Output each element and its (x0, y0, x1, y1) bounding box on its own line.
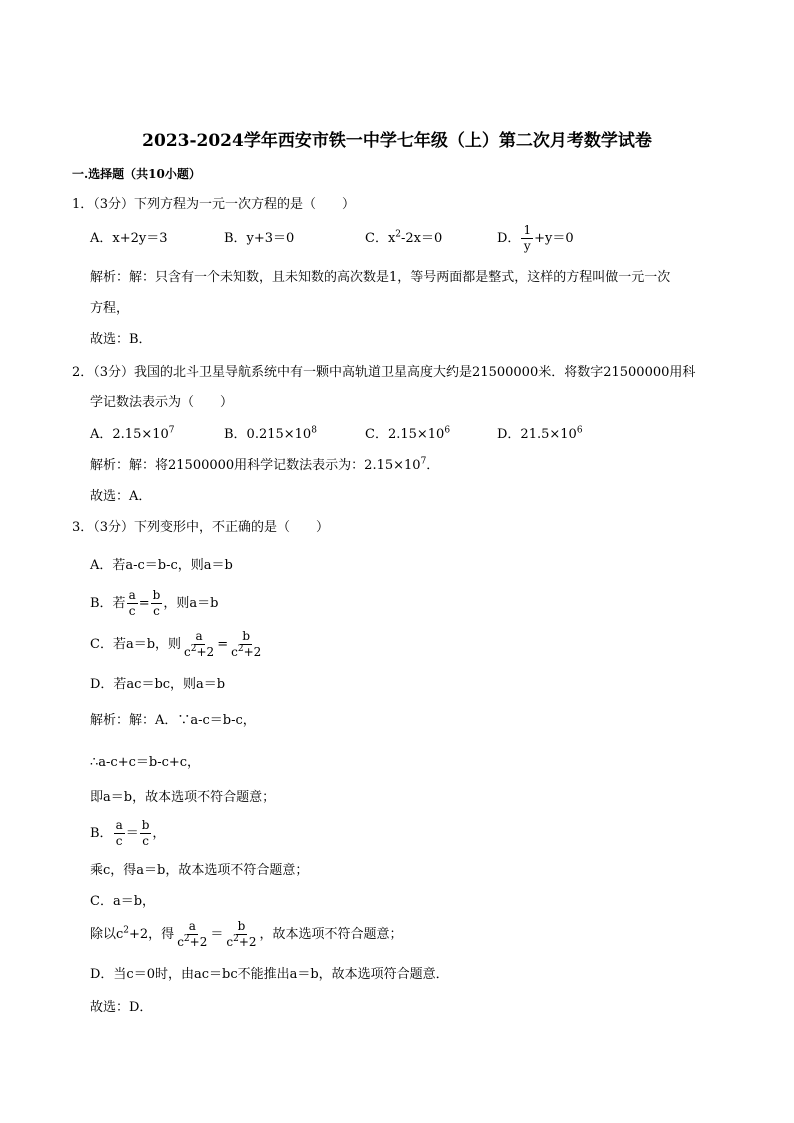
question-3-analysis-line-8: D．当c＝0时，由ac＝bc不能推出a＝b，故本选项符合题意． (90, 967, 449, 982)
question-3-analysis-line-4: B． $\frac{a}{c}$ ＝ $\frac{b}{c}$ ， (90, 818, 166, 848)
question-3-analysis-line-6: C．a＝b， (90, 894, 156, 909)
question-1-analysis-line-2: 方程， (90, 301, 130, 316)
question-1-option-d: D． $\frac{1}{y}$ +y＝0 (497, 223, 574, 253)
question-3-answer: 故选：D． (90, 1000, 153, 1015)
question-3-stem: 3．（3分）下列变形中，不正确的是（ ） (72, 520, 330, 535)
exam-title: 2023-2024学年西安市铁一中学七年级（上）第二次月考数学试卷 (142, 131, 652, 151)
question-1-option-b: B．y+3＝0 (224, 231, 295, 246)
question-2-option-a: A．$2.15\times 10^7$ (90, 425, 175, 442)
question-1-stem: 1．（3分）下列方程为一元一次方程的是（ ） (72, 197, 356, 212)
question-3-option-d: D．若ac＝bc，则a＝b (90, 677, 226, 692)
question-1-option-c: C．$x^2-2x=0$ (365, 229, 443, 246)
question-3-analysis-line-2: ∴a-c+c＝b-c+c， (90, 755, 201, 770)
question-2-stem-line-1: 2．（3分）我国的北斗卫星导航系统中有一颗中高轨道卫星高度大约是21500000米．将数字21500000用科 (72, 365, 696, 380)
question-3-analysis-line-5: 乘c，得a＝b，故本选项不符合题意； (90, 863, 309, 878)
question-2-option-b: B．$0.215\times 10^8$ (224, 425, 317, 442)
question-3-analysis-line-1: 解析：解：A．∵a-c＝b-c， (90, 713, 256, 728)
question-2-stem-line-2: 学记数法表示为（ ） (90, 395, 234, 410)
question-2-answer: 故选：A． (90, 489, 152, 504)
question-3-option-a: A．若a-c＝b-c，则a＝b (90, 558, 233, 573)
question-1-option-a: A．x+2y＝3 (90, 231, 168, 246)
question-3-analysis-line-7: 除以$c^2+2$，得 $\frac{a}{c^2+2}$ ＝ $\frac{b}{c^2+2}$ ，故本选项不符合题意； (90, 919, 403, 949)
question-1-analysis-line-1: 解析：解：只含有一个未知数，且未知数的高次数是1，等号两面都是整式，这样的方程叫做一元一次 (90, 270, 671, 285)
question-2-option-c: C．$2.15\times 10^6$ (365, 425, 451, 442)
question-3-option-b: B．若 $\frac{a}{c}$ = $\frac{b}{c}$ ，则a＝b (90, 588, 219, 618)
section-heading: 一.选择题（共10小题） (72, 167, 201, 181)
question-2-option-d: D．$21.5\times 10^6$ (497, 425, 583, 442)
question-3-option-c: C．若a＝b，则 $\frac{a}{c^2+2}$ = $\frac{b}{c^2+2}$ (90, 629, 262, 659)
question-1-answer: 故选：B． (90, 332, 152, 347)
question-3-analysis-line-3: 即a＝b，故本选项不符合题意； (90, 790, 276, 805)
question-2-analysis: 解析：解：将21500000用科学记数法表示为：$2.15\times 10^7$． (90, 456, 440, 473)
